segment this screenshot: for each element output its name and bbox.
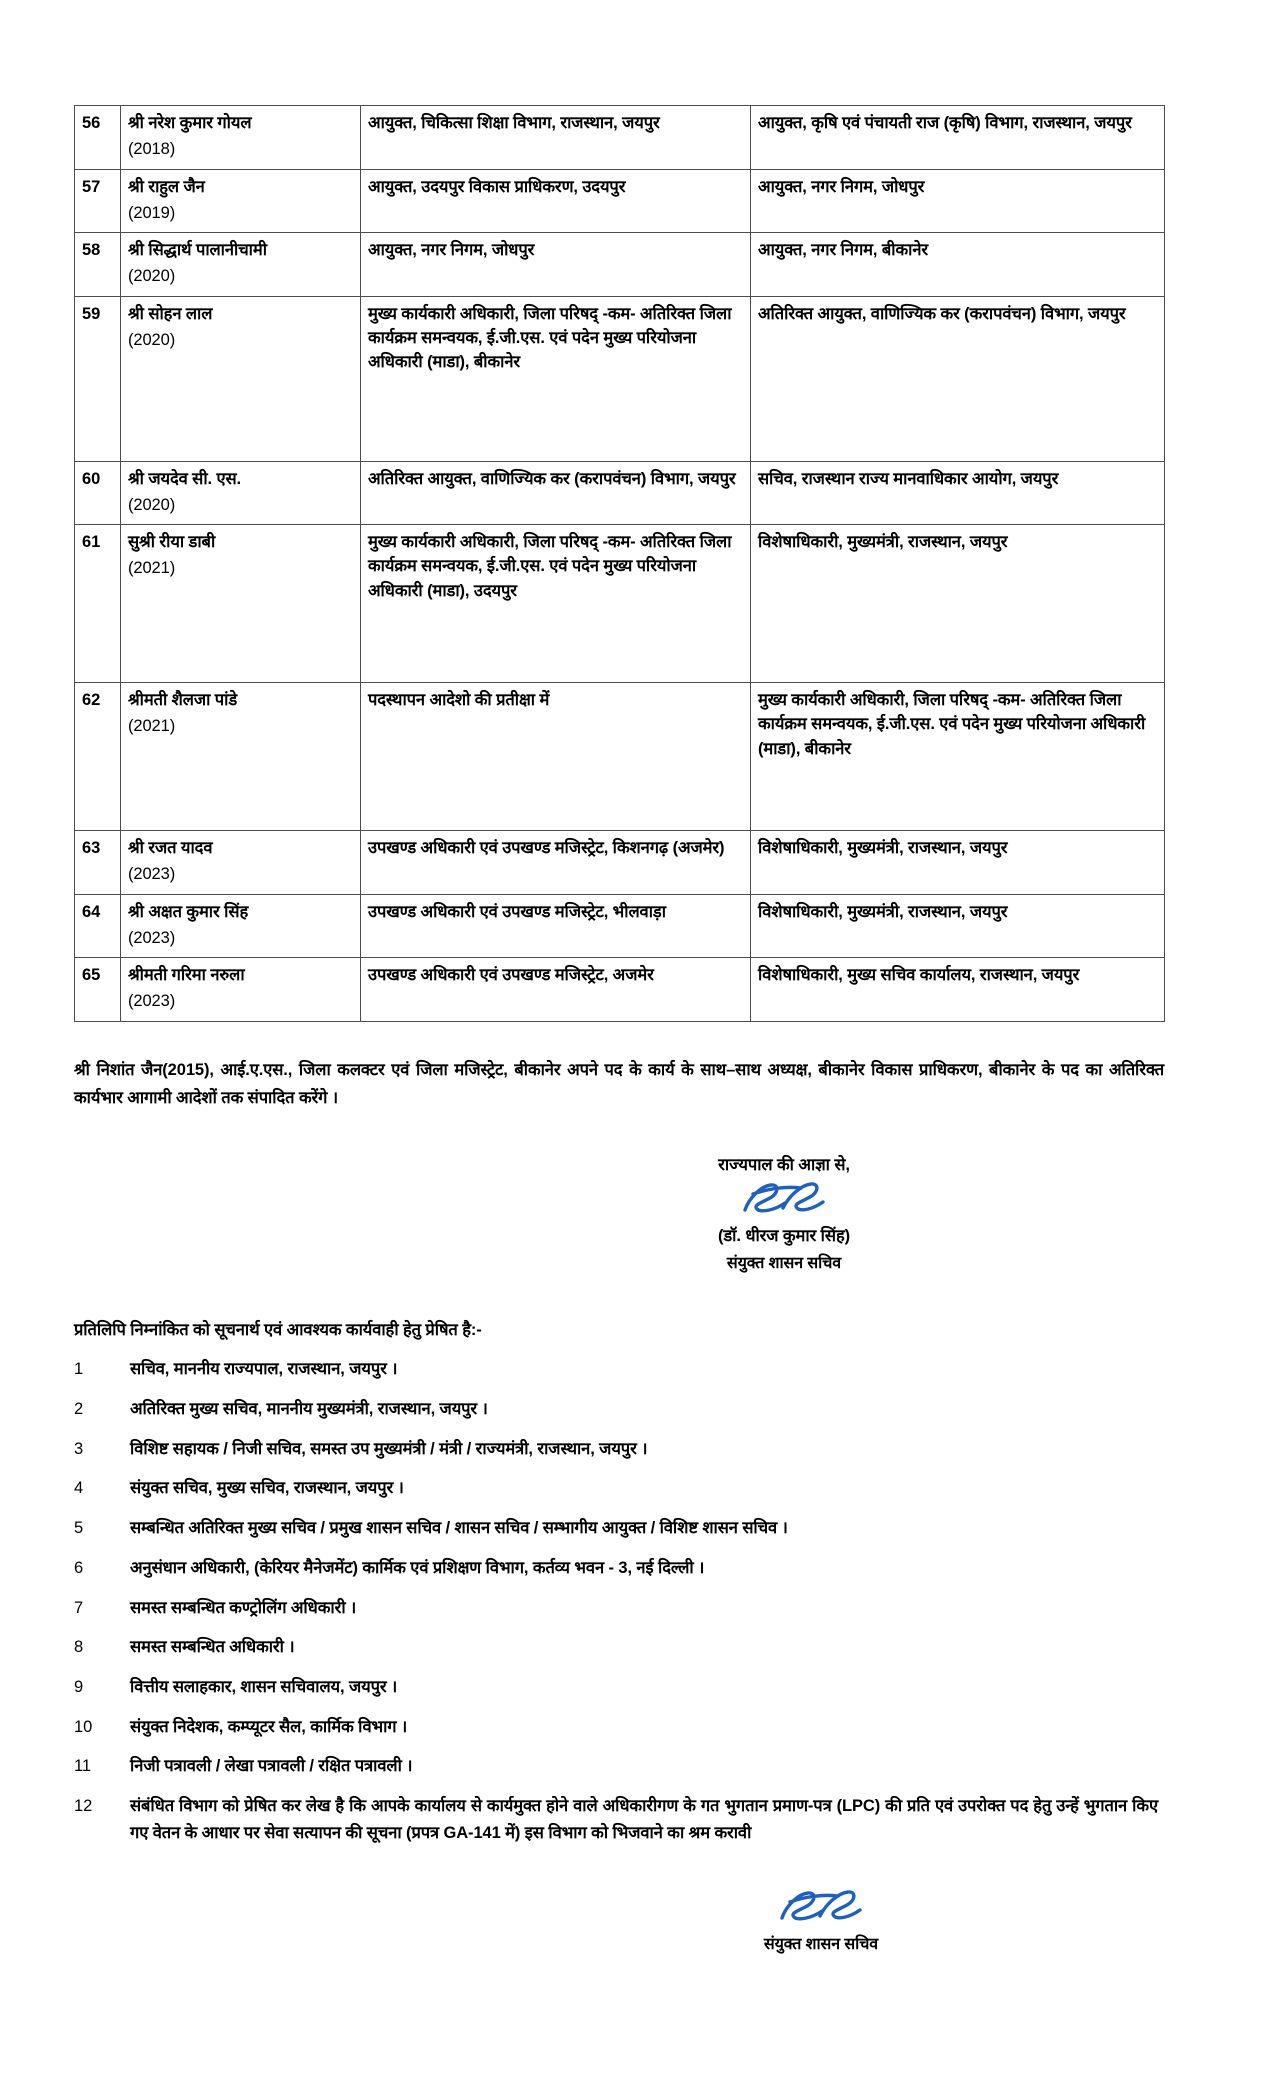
footer-signature-block xyxy=(74,1883,1164,1954)
cell-current-posting: मुख्य कार्यकारी अधिकारी, जिला परिषद् -कम- अतिरिक्त जिला कार्यक्रम समन्वयक, ई.जी.एस. एवं पदेन मुख्य परियोजना अधिकारी (माडा), बीकानेर xyxy=(361,296,751,461)
list-item-text: संबंधित विभाग को प्रेषित कर लेख है कि आपके कार्यालय से कार्यमुक्त होने वाले अधिकारीगण के गत भुगतान प्रमाण-पत्र (LPC) की प्रति एवं उपरोक्त पद हेतु उन्हें भुगतान किए गए वेतन के आधार पर सेवा सत्यापन की सूचना (प्रपत्र GA-141 में) इस विभाग को भिजवाने का श्रम करावी xyxy=(130,1797,1158,1842)
list-item xyxy=(74,1396,1164,1423)
cell-sno: 56 xyxy=(75,106,121,170)
cell-current-posting: पदस्थापन आदेशो की प्रतीक्षा में xyxy=(361,683,751,831)
list-item-text: अतिरिक्त मुख्य सचिव, माननीय मुख्यमंत्री, राजस्थान, जयपुर । xyxy=(130,1399,488,1418)
list-item-number: 1 xyxy=(74,1360,84,1379)
table-row xyxy=(75,958,1165,1022)
officer-name: श्रीमती शैलजा पांडे xyxy=(128,691,238,709)
cell-name xyxy=(121,683,361,831)
cell-name xyxy=(121,169,361,233)
copy-to-heading: प्रतिलिपि निम्नांकित को सूचनार्थ एवं आवश्यक कार्यवाही हेतु प्रेषित है:- xyxy=(74,1321,482,1340)
signature-inner xyxy=(709,1152,859,1273)
cell-name xyxy=(121,525,361,683)
cell-sno: 65 xyxy=(75,958,121,1022)
cell-sno: 64 xyxy=(75,894,121,958)
handwritten-signature-icon xyxy=(746,1884,896,1930)
officer-name: सुश्री रीया डाबी xyxy=(128,533,216,551)
cell-current-posting: मुख्य कार्यकारी अधिकारी, जिला परिषद् -कम- अतिरिक्त जिला कार्यक्रम समन्वयक, ई.जी.एस. एवं पदेन मुख्य परियोजना अधिकारी (माडा), उदयपुर xyxy=(361,525,751,683)
officer-batch-year: (2021) xyxy=(128,717,176,736)
list-item-text: समस्त सम्बन्धित कण्ट्रोलिंग अधिकारी । xyxy=(130,1598,357,1617)
officer-name: श्री राहुल जैन xyxy=(128,177,205,196)
cell-new-posting: विशेषाधिकारी, मुख्यमंत्री, राजस्थान, जयपुर xyxy=(751,831,1165,895)
cell-current-posting: उपखण्ड अधिकारी एवं उपखण्ड मजिस्ट्रेट, अजमेर xyxy=(361,958,751,1022)
officer-batch-year: (2021) xyxy=(128,559,176,578)
cell-new-posting: आयुक्त, नगर निगम, जोधपुर xyxy=(751,169,1165,233)
cell-current-posting: आयुक्त, नगर निगम, जोधपुर xyxy=(361,233,751,297)
list-item-text: अनुसंधान अधिकारी, (केरियर मैनेजमेंट) कार्मिक एवं प्रशिक्षण विभाग, कर्तव्य भवन - 3, नई दिल्ली । xyxy=(130,1558,705,1577)
list-item-text: विशिष्ट सहायक / निजी सचिव, समस्त उप मुख्यमंत्री / मंत्री / राज्यमंत्री, राजस्थान, जयपुर । xyxy=(130,1439,648,1458)
table-row xyxy=(75,296,1165,461)
signatory-designation: संयुक्त शासन सचिव xyxy=(726,1255,842,1273)
cell-name xyxy=(121,831,361,895)
cell-current-posting: अतिरिक्त आयुक्त, वाणिज्यिक कर (करापवंचन) विभाग, जयपुर xyxy=(361,461,751,525)
list-item xyxy=(74,1793,1164,1846)
cell-name xyxy=(121,106,361,170)
cell-new-posting: आयुक्त, कृषि एवं पंचायती राज (कृषि) विभाग, राजस्थान, जयपुर xyxy=(751,106,1165,170)
list-item-number: 5 xyxy=(74,1519,84,1538)
table-row xyxy=(75,106,1165,170)
signature-block xyxy=(74,1152,1164,1273)
cell-name xyxy=(121,894,361,958)
list-item xyxy=(74,1436,1164,1463)
footer-signatory-designation: संयुक्त शासन सचिव xyxy=(763,1935,879,1953)
officer-name: श्रीमती गरिमा नरुला xyxy=(128,966,245,984)
list-item-text: समस्त सम्बन्धित अधिकारी । xyxy=(130,1638,295,1657)
cell-current-posting: आयुक्त, उदयपुर विकास प्राधिकरण, उदयपुर xyxy=(361,169,751,233)
page-content xyxy=(74,105,1164,1954)
list-item-text: निजी पत्रावली / लेखा पत्रावली / रक्षित पत्रावली । xyxy=(130,1757,413,1776)
officer-name: श्री सोहन लाल xyxy=(128,304,213,323)
cell-current-posting: उपखण्ड अधिकारी एवं उपखण्ड मजिस्ट्रेट, भीलवाड़ा xyxy=(361,894,751,958)
cell-new-posting: आयुक्त, नगर निगम, बीकानेर xyxy=(751,233,1165,297)
table-row xyxy=(75,894,1165,958)
cell-sno: 63 xyxy=(75,831,121,895)
by-order-of-governor: राज्यपाल की आज्ञा से, xyxy=(718,1156,850,1175)
list-item-number: 9 xyxy=(74,1678,84,1696)
officer-batch-year: (2023) xyxy=(128,865,176,884)
cell-new-posting: विशेषाधिकारी, मुख्यमंत्री, राजस्थान, जयपुर xyxy=(751,894,1165,958)
cell-sno: 58 xyxy=(75,233,121,297)
table-row xyxy=(75,831,1165,895)
signatory-name: (डॉ. धीरज कुमार सिंह) xyxy=(717,1227,851,1246)
cell-sno: 61 xyxy=(75,525,121,683)
officer-name: श्री रजत यादव xyxy=(128,839,213,857)
cell-sno: 62 xyxy=(75,683,121,831)
list-item xyxy=(74,1674,1164,1701)
list-item xyxy=(74,1753,1164,1780)
table-row xyxy=(75,169,1165,233)
list-item-text: वित्तीय सलाहकार, शासन सचिवालय, जयपुर । xyxy=(130,1678,398,1696)
list-item-number: 10 xyxy=(74,1717,93,1736)
table-row xyxy=(75,233,1165,297)
list-item-text: संयुक्त निदेशक, कम्प्यूटर सैल, कार्मिक विभाग । xyxy=(130,1717,408,1736)
officer-batch-year: (2020) xyxy=(128,267,176,286)
handwritten-signature-icon xyxy=(709,1176,859,1222)
cell-name xyxy=(121,296,361,461)
officer-batch-year: (2023) xyxy=(128,992,176,1011)
table-row xyxy=(75,461,1165,525)
table-row xyxy=(75,683,1165,831)
cell-new-posting: विशेषाधिकारी, मुख्यमंत्री, राजस्थान, जयपुर xyxy=(751,525,1165,683)
officer-batch-year: (2020) xyxy=(128,330,176,349)
list-item-number: 4 xyxy=(74,1479,84,1498)
officer-batch-year: (2020) xyxy=(128,495,176,514)
officer-batch-year: (2018) xyxy=(128,140,176,159)
officer-name: श्री नरेश कुमार गोयल xyxy=(128,114,252,132)
list-item-number: 8 xyxy=(74,1638,84,1657)
list-item-number: 3 xyxy=(74,1439,84,1458)
list-item-number: 11 xyxy=(74,1757,91,1776)
additional-charge-note: श्री निशांत जैन(2015), आई.ए.एस., जिला कलक्टर एवं जिला मजिस्ट्रेट, बीकानेर अपने पद के कार्य के साथ–साथ अध्यक्ष, बीकानेर विकास प्राधिकरण, बीकानेर के पद का अतिरिक्त कार्यभार आगामी आदेशों तक संपादित करेंगे । xyxy=(74,1060,1164,1107)
list-item xyxy=(74,1555,1164,1582)
footer-signature-inner xyxy=(746,1883,896,1954)
table-row xyxy=(75,525,1165,683)
cell-name xyxy=(121,958,361,1022)
officers-transfer-table xyxy=(74,105,1165,1022)
list-item xyxy=(74,1634,1164,1661)
list-item xyxy=(74,1595,1164,1622)
officer-batch-year: (2023) xyxy=(128,928,176,947)
cell-new-posting: सचिव, राजस्थान राज्य मानवाधिकार आयोग, जयपुर xyxy=(751,461,1165,525)
list-item-text: सम्बन्धित अतिरिक्त मुख्य सचिव / प्रमुख शासन सचिव / शासन सचिव / सम्भागीय आयुक्त / विशिष्ट शासन सचिव । xyxy=(130,1519,788,1538)
cell-new-posting: मुख्य कार्यकारी अधिकारी, जिला परिषद् -कम- अतिरिक्त जिला कार्यक्रम समन्वयक, ई.जी.एस. एवं पदेन मुख्य परियोजना अधिकारी (माडा), बीकानेर xyxy=(751,683,1165,831)
cell-new-posting: विशेषाधिकारी, मुख्य सचिव कार्यालय, राजस्थान, जयपुर xyxy=(751,958,1165,1022)
cell-new-posting: अतिरिक्त आयुक्त, वाणिज्यिक कर (करापवंचन) विभाग, जयपुर xyxy=(751,296,1165,461)
officer-name: श्री अक्षत कुमार सिंह xyxy=(128,902,249,921)
table-body xyxy=(75,106,1165,1022)
cell-current-posting: आयुक्त, चिकित्सा शिक्षा विभाग, राजस्थान, जयपुर xyxy=(361,106,751,170)
cell-sno: 59 xyxy=(75,296,121,461)
list-item xyxy=(74,1714,1164,1741)
list-item-number: 6 xyxy=(74,1558,84,1577)
list-item xyxy=(74,1356,1164,1383)
cell-name xyxy=(121,461,361,525)
list-item-number: 12 xyxy=(74,1797,93,1816)
cell-current-posting: उपखण्ड अधिकारी एवं उपखण्ड मजिस्ट्रेट, किशनगढ़ (अजमेर) xyxy=(361,831,751,895)
list-item xyxy=(74,1475,1164,1502)
cell-name xyxy=(121,233,361,297)
list-item-text: संयुक्त सचिव, मुख्य सचिव, राजस्थान, जयपुर । xyxy=(130,1479,404,1498)
officer-name: श्री जयदेव सी. एस. xyxy=(128,469,242,488)
list-item xyxy=(74,1515,1164,1542)
list-item-text: सचिव, माननीय राज्यपाल, राजस्थान, जयपुर । xyxy=(130,1360,398,1379)
copy-to-list xyxy=(74,1356,1164,1846)
list-item-number: 2 xyxy=(74,1399,84,1418)
list-item-number: 7 xyxy=(74,1598,84,1617)
officer-name: श्री सिद्धार्थ पालानीचामी xyxy=(128,241,267,259)
cell-sno: 57 xyxy=(75,169,121,233)
officer-batch-year: (2019) xyxy=(128,203,176,222)
cell-sno: 60 xyxy=(75,461,121,525)
